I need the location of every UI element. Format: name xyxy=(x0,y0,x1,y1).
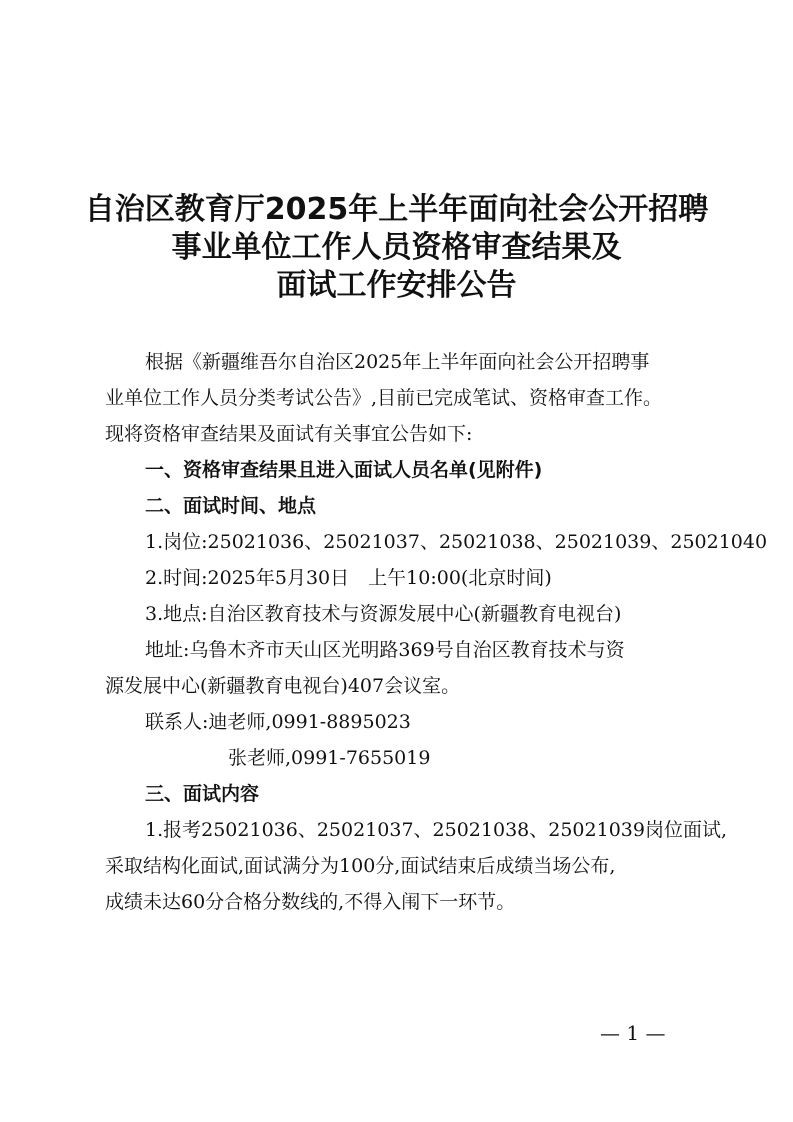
contact-line-2: 张老师,0991-7655019 xyxy=(228,747,431,769)
intro-line-2: 业单位工作人员分类考试公告》,目前已完成笔试、资格审查工作。 xyxy=(105,387,663,409)
content-line-3: 成绩未达60分合格分数线的,不得入闱下一环节。 xyxy=(105,891,516,913)
document-title-line-1: 自治区教育厅2025年上半年面向社会公开招聘 xyxy=(84,192,709,227)
time-line: 2.时间:2025年5月30日 上午10:00(北京时间) xyxy=(145,567,552,589)
intro-line-3: 现将资格审查结果及面试有关事宜公告如下: xyxy=(105,423,473,445)
location-line: 3.地点:自治区教育技术与资源发展中心(新疆教育电视台) xyxy=(145,603,622,625)
address-line-2: 源发展中心(新疆教育电视台)407会议室。 xyxy=(105,675,461,697)
content-line-1: 1.报考25021036、25021037、25021038、25021039岗位面试, xyxy=(145,819,727,841)
section-2-heading: 二、面试时间、地点 xyxy=(145,495,317,517)
page-number: — 1 — xyxy=(600,1021,666,1045)
positions-line: 1.岗位:25021036、25021037、25021038、25021039、25021040 xyxy=(145,531,768,553)
intro-line-1: 根据《新疆维吾尔自治区2025年上半年面向社会公开招聘事 xyxy=(145,351,650,373)
contact-line-1: 联系人:迪老师,0991-8895023 xyxy=(145,711,411,733)
content-line-2: 采取结构化面试,面试满分为100分,面试结束后成绩当场公布, xyxy=(105,855,616,877)
document-title-line-2: 事业单位工作人员资格审查结果及 xyxy=(171,230,622,265)
section-1-heading: 一、资格审查结果且进入面试人员名单(见附件) xyxy=(145,459,543,481)
section-3-heading: 三、面试内容 xyxy=(145,783,260,805)
address-line-1: 地址:乌鲁木齐市天山区光明路369号自治区教育技术与资 xyxy=(145,639,625,661)
document-title-line-3: 面试工作安排公告 xyxy=(276,268,517,303)
